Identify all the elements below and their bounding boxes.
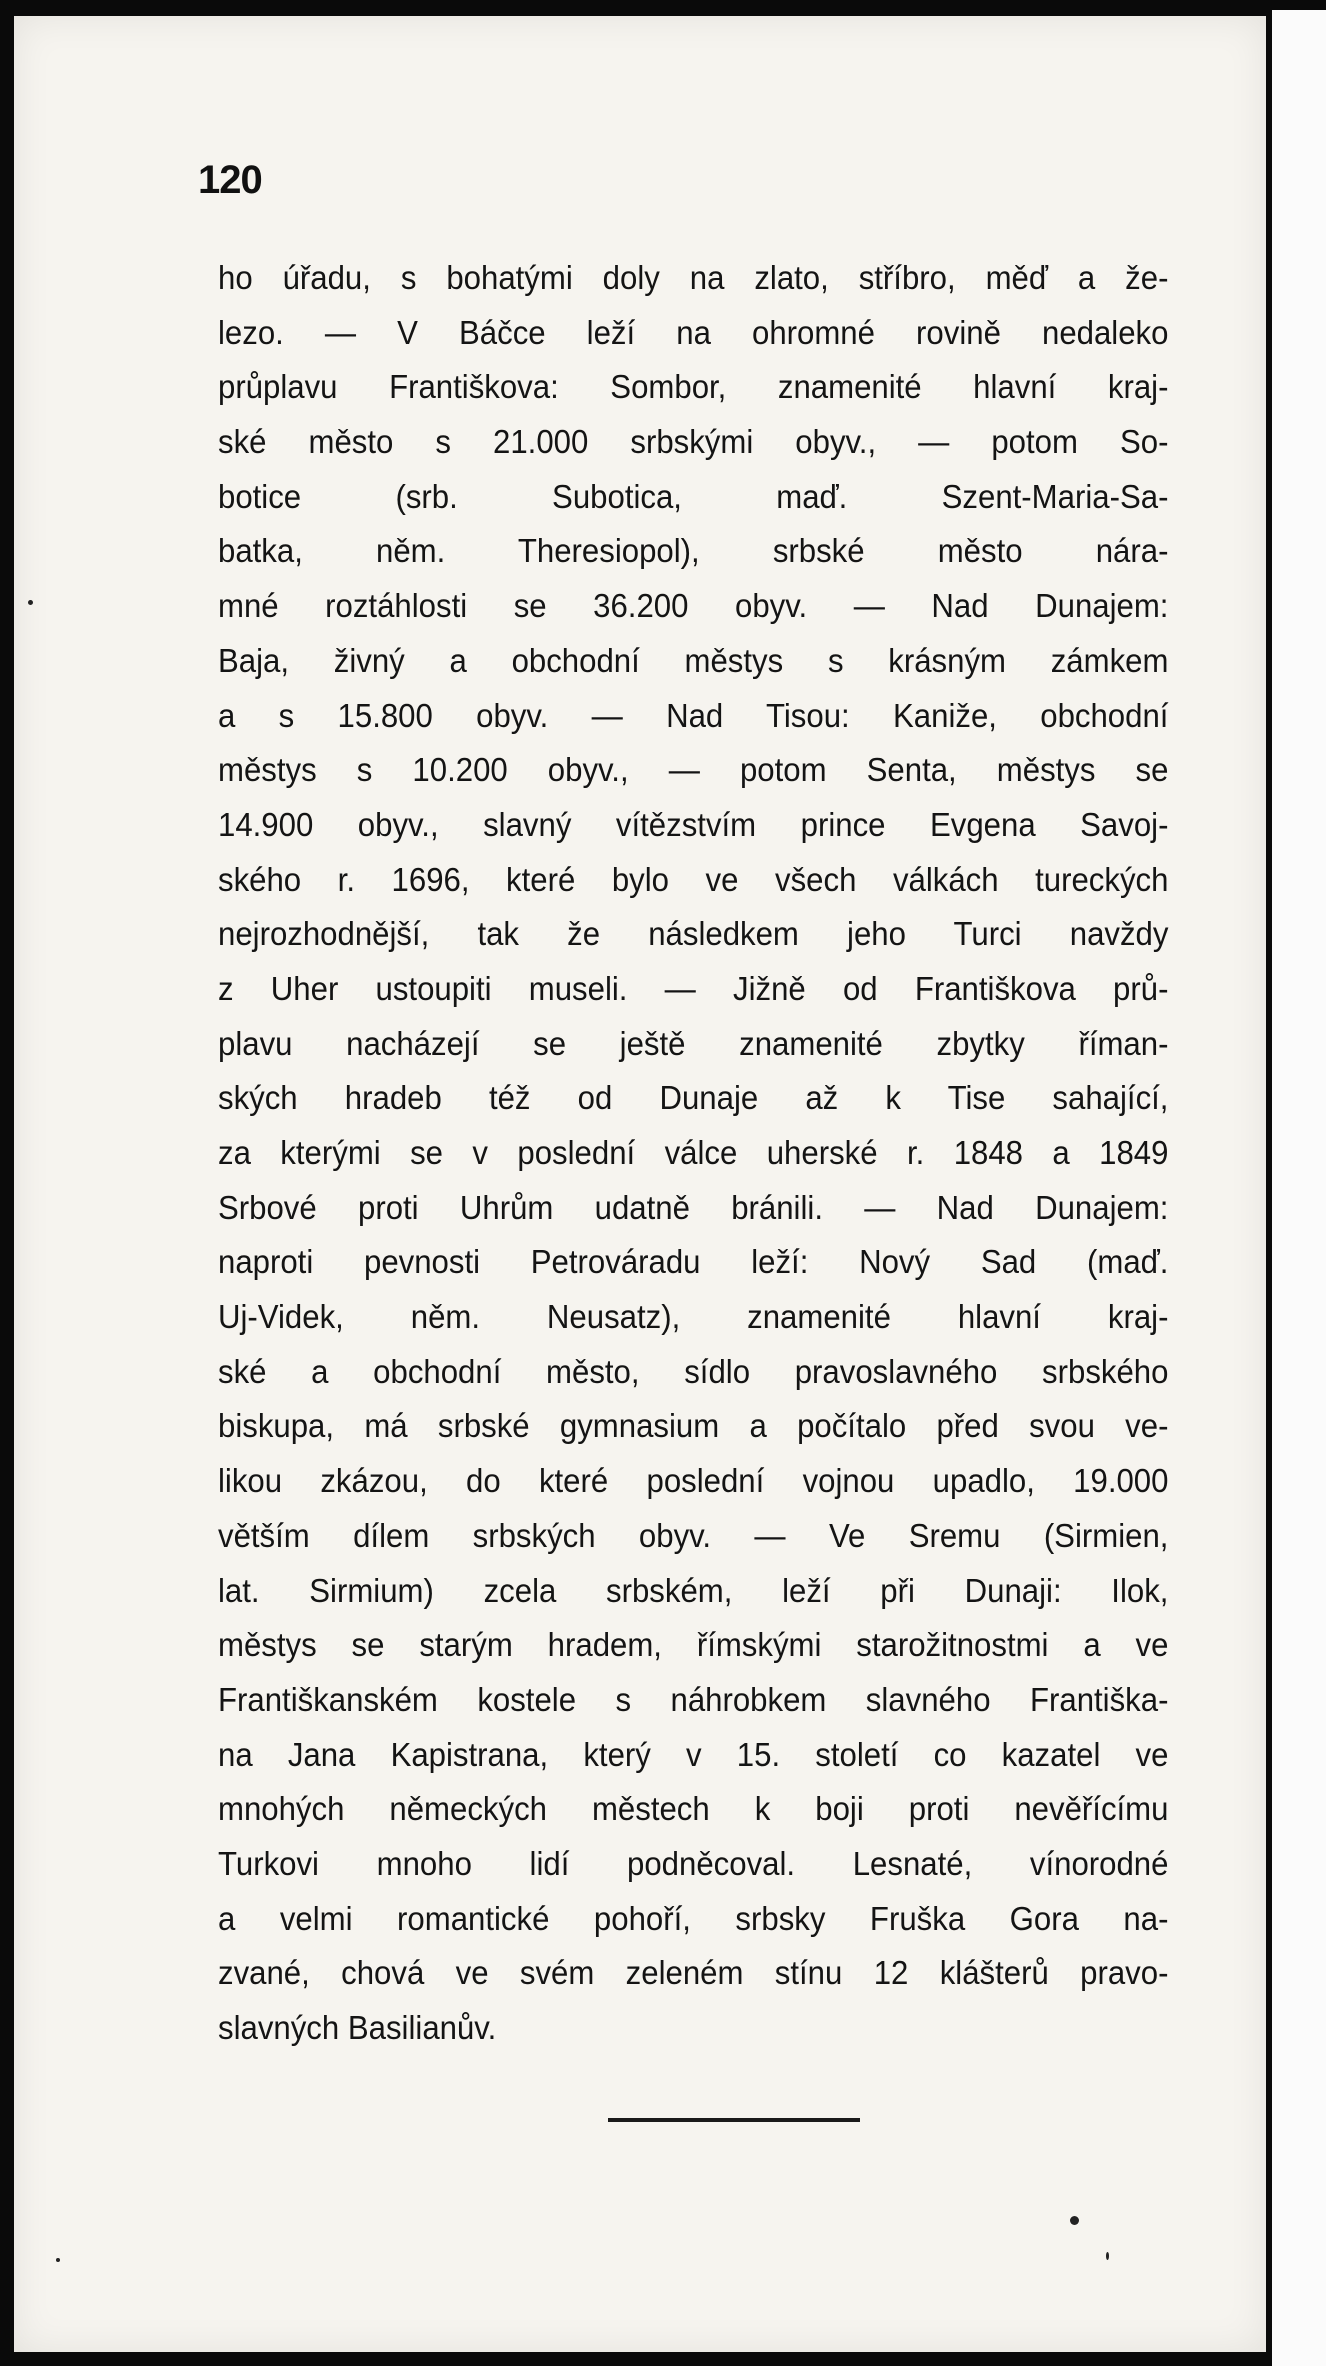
text-line: botice (srb. Subotica, maď. Szent-Maria-Sa- — [218, 478, 1169, 516]
text-line: na Jana Kapistrana, který v 15. století co kazatel ve — [218, 1736, 1169, 1774]
text-line: plavu nacházejí se ještě znamenité zbytky říman- — [218, 1025, 1169, 1063]
text-line: mnohých německých městech k boji proti nevěřícímu — [218, 1791, 1169, 1829]
text-line: městys se starým hradem, římskými starožitnostmi a ve — [218, 1627, 1169, 1665]
adjacent-page-edge — [1272, 10, 1326, 2366]
text-line: biskupa, má srbské gymnasium a počítalo před svou ve- — [218, 1408, 1169, 1446]
end-rule — [608, 2118, 860, 2122]
text-line: větším dílem srbských obyv. — Ve Sremu (Sirmien, — [218, 1517, 1169, 1555]
scan-speck — [28, 600, 33, 605]
scan-speck — [1070, 2216, 1079, 2225]
text-line: a s 15.800 obyv. — Nad Tisou: Kaniže, obchodní — [218, 697, 1169, 735]
text-line: likou zkázou, do které poslední vojnou upadlo, 19.000 — [218, 1463, 1169, 1501]
text-line: průplavu Františkova: Sombor, znamenité hlavní kraj- — [218, 369, 1169, 407]
text-line: Františkanském kostele s náhrobkem slavného Františka- — [218, 1681, 1169, 1719]
text-line: mné roztáhlosti se 36.200 obyv. — Nad Dunajem: — [218, 588, 1169, 626]
text-line: ské a obchodní město, sídlo pravoslavného srbského — [218, 1353, 1169, 1391]
text-line: lezo. — V Báčce leží na ohromné rovině nedaleko — [218, 314, 1169, 352]
text-line: 14.900 obyv., slavný vítězstvím prince Evgena Savoj- — [218, 806, 1169, 844]
scan-speck — [56, 2258, 60, 2262]
text-line: naproti pevnosti Petrováradu leží: Nový Sad (maď. — [218, 1244, 1169, 1282]
text-line: za kterými se v poslední válce uherské r. 1848 a 1849 — [218, 1135, 1169, 1172]
text-line: slavných Basilianův. — [218, 2010, 497, 2047]
text-line: zvané, chová ve svém zeleném stínu 12 klášterů pravo- — [218, 1955, 1169, 1993]
text-line: Baja, živný a obchodní městys s krásným zámkem — [218, 642, 1169, 680]
text-line: nejrozhodnější, tak že následkem jeho Turci navždy — [218, 916, 1169, 954]
text-line: a velmi romantické pohoří, srbsky Fruška Gora na- — [218, 1900, 1169, 1938]
page-number: 120 — [198, 158, 262, 202]
text-line: ského r. 1696, které bylo ve všech válkách tureckých — [218, 861, 1169, 899]
text-line: Srbové proti Uhrům udatně bránili. — Nad Dunajem: — [218, 1189, 1169, 1227]
text-line: Turkovi mnoho lidí podněcoval. Lesnaté, vínorodné — [218, 1845, 1169, 1883]
text-line: lat. Sirmium) zcela srbském, leží při Dunaji: Ilok, — [218, 1572, 1169, 1610]
scan-speck — [1106, 2252, 1109, 2260]
text-line: Uj-Videk, něm. Neusatz), znamenité hlavní kraj- — [218, 1299, 1169, 1337]
text-line: městys s 10.200 obyv., — potom Senta, městys se — [218, 752, 1169, 790]
text-line: z Uher ustoupiti museli. — Jižně od Františkova prů- — [218, 970, 1169, 1008]
text-line: ho úřadu, s bohatými doly na zlato, stříbro, měď a že- — [218, 260, 1169, 297]
text-line: batka, něm. Theresiopol), srbské město nára- — [218, 533, 1169, 571]
body-text — [218, 252, 1168, 2057]
text-line: ské město s 21.000 srbskými obyv., — potom So- — [218, 424, 1169, 462]
text-line: ských hradeb též od Dunaje až k Tise sahající, — [218, 1080, 1169, 1118]
